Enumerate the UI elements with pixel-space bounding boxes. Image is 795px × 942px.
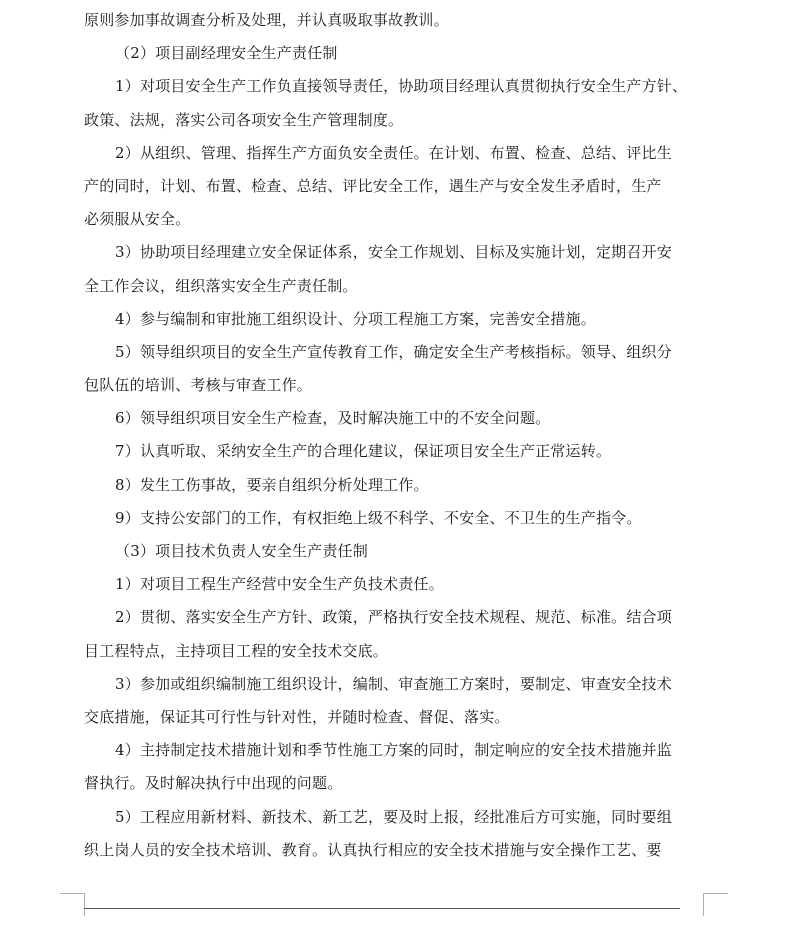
text-line: 全工作会议，组织落实安全生产责任制。 bbox=[84, 276, 358, 295]
text-line: 6）领导组织项目安全生产检查，及时解决施工中的不安全问题。 bbox=[115, 409, 551, 428]
text-line: 政策、法规，落实公司各项安全生产管理制度。 bbox=[84, 110, 404, 129]
text-line: 1）对项目安全生产工作负直接领导责任，协助项目经理认真贯彻执行安全生产方针、 bbox=[115, 77, 688, 96]
crop-mark-bottom-right bbox=[703, 893, 728, 916]
text-line: 交底措施，保证其可行性与针对性，并随时检查、督促、落实。 bbox=[84, 707, 510, 726]
text-line: 4）主持制定技术措施计划和季节性施工方案的同时，制定响应的安全技术措施并监 bbox=[115, 741, 672, 760]
text-line: 7）认真听取、采纳安全生产的合理化建议，保证项目安全生产正常运转。 bbox=[115, 442, 612, 461]
text-line: （3）项目技术负责人安全生产责任制 bbox=[115, 542, 368, 560]
text-line: 1）对项目工程生产经营中安全生产负技术责任。 bbox=[115, 575, 444, 594]
text-line: 原则参加事故调查分析及处理，并认真吸取事故教训。 bbox=[84, 11, 449, 29]
text-line: 2）贯彻、落实安全生产方针、政策，严格执行安全技术规程、规范、标准。结合项 bbox=[115, 608, 672, 627]
text-line: （2）项目副经理安全生产责任制 bbox=[115, 44, 338, 63]
text-line: 5）领导组织项目的安全生产宣传教育工作，确定安全生产考核指标。领导、组织分 bbox=[115, 342, 672, 361]
text-line: 3）参加或组织编制施工组织设计，编制、审查施工方案时，要制定、审查安全技术 bbox=[115, 674, 672, 693]
text-line: 4）参与编制和审批施工组织设计、分项工程施工方案，完善安全措施。 bbox=[115, 309, 596, 328]
text-line: 2）从组织、管理、指挥生产方面负安全责任。在计划、布置、检查、总结、评比生 bbox=[115, 143, 672, 162]
crop-mark-bottom-left bbox=[60, 893, 85, 916]
text-line: 产的同时，计划、布置、检查、总结、评比安全工作，遇生产与安全发生矛盾时，生产 bbox=[84, 176, 662, 195]
text-line: 5）工程应用新材料、新技术、新工艺，要及时上报，经批准后方可实施，同时要组 bbox=[115, 807, 672, 826]
document-body bbox=[84, 4, 708, 867]
page-bottom-rule bbox=[84, 908, 680, 909]
text-line: 包队伍的培训、考核与审查工作。 bbox=[84, 376, 313, 395]
text-line: 9）支持公安部门的工作，有权拒绝上级不科学、不安全、不卫生的生产指令。 bbox=[115, 508, 642, 527]
text-line: 3）协助项目经理建立安全保证体系，安全工作规划、目标及实施计划，定期召开安 bbox=[115, 243, 672, 262]
text-line: 目工程特点，主持项目工程的安全技术交底。 bbox=[84, 641, 389, 660]
text-line: 8）发生工伤事故，要亲自组织分析处理工作。 bbox=[115, 475, 429, 494]
text-line: 必须服从安全。 bbox=[84, 210, 191, 229]
text-line: 督执行。及时解决执行中出现的问题。 bbox=[84, 774, 343, 793]
text-line: 织上岗人员的安全技术培训、教育。认真执行相应的安全技术措施与安全操作工艺、要 bbox=[84, 840, 662, 859]
